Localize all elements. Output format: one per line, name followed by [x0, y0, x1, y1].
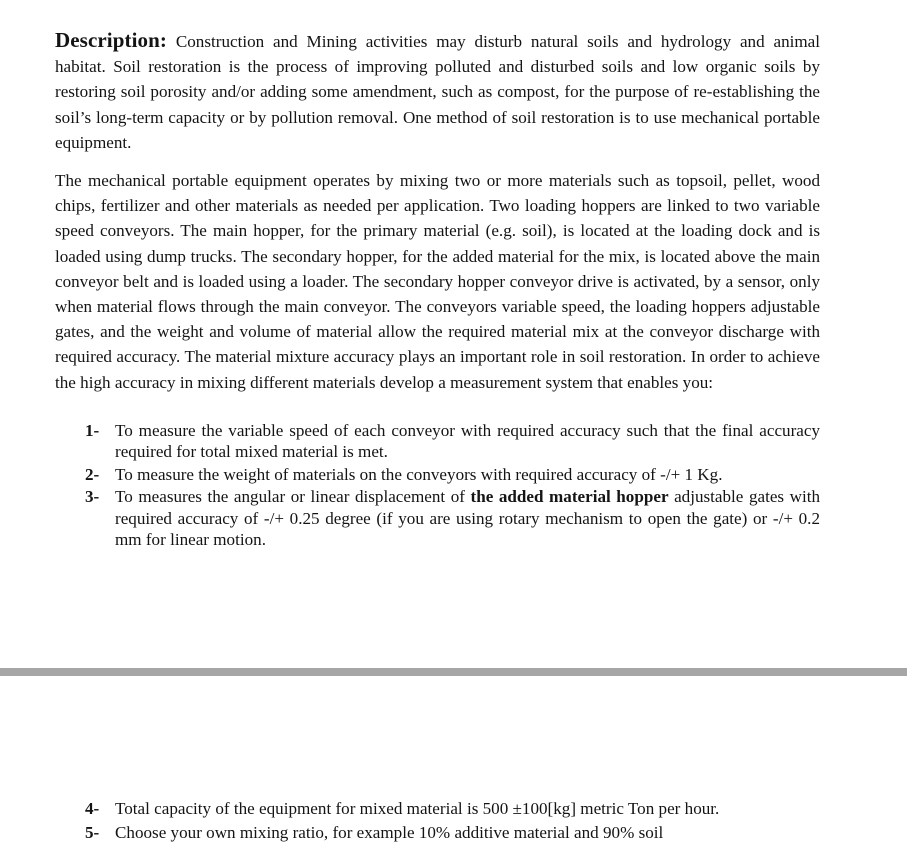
list-item-number: 5- [85, 823, 100, 842]
description-body-text: Construction and Mining activities may disturb natural soils and hydrology and animal habitat. Soil restoration is the process of improving polluted and disturbed soils and low organic soils by restoring soil porosity and/or adding some amendment, such as compost, for the purpose of re-establishing the soil’s long-term capacity or by pollution removal. One method of soil restoration is to use mechanical portable equipment. [55, 32, 820, 152]
list-item-number: 1- [85, 420, 100, 440]
list-item-text-prefix: To measures the angular or linear displacement of [115, 487, 471, 507]
list-item-text: Choose your own mixing ratio, for example 10% additive material and 90% soil [115, 823, 664, 842]
list-item-number: 3- [85, 487, 100, 507]
requirements-list-bottom [0, 797, 907, 845]
list-item-text: To measure the variable speed of each conveyor with required accuracy such that the final accuracy required for total mixed material is met. [115, 420, 820, 462]
list-item-text-suffix: adjustable gates with required accuracy of -/+ 0.25 degree (if you are using rotary mechanism to open the gate) or -/+ 0.2 mm for linear motion. [115, 487, 821, 550]
page-bottom-content [0, 797, 907, 845]
list-item-number: 2- [85, 464, 100, 484]
list-item [0, 797, 907, 821]
list-item [0, 821, 907, 845]
description-label: Description: [55, 28, 168, 52]
list-item-text: Total capacity of the equipment for mixed material is 500 ±100[kg] metric Ton per hour. [115, 799, 720, 818]
list-item-text: To measure the weight of materials on the conveyors with required accuracy of -/+ 1 Kg. [115, 464, 723, 484]
page-break-divider [0, 668, 907, 676]
list-item-emphasis: the added material hopper [470, 487, 669, 507]
list-item [0, 464, 907, 486]
list-item-number: 4- [85, 799, 100, 818]
requirements-list-top [0, 420, 907, 551]
equipment-paragraph: The mechanical portable equipment operates by mixing two or more materials such as topsoil, pellet, wood chips, fertilizer and other materials as needed per application. Two loading hoppers are linked to two variable speed conveyors. The main hopper, for the primary material (e.g. soil), is located at the loading dock and is loaded using dump trucks. The secondary hopper, for the added material for the mix, is located above the main conveyor belt and is loaded using a loader. The secondary hopper conveyor drive is activated, by a sensor, only when material flows through the main conveyor. The conveyors variable speed, the loading hoppers adjustable gates, and the weight and volume of material allow the required material mix at the conveyor discharge with required accuracy. The material mixture accuracy plays an important role in soil restoration. In order to achieve the high accuracy in mixing different materials develop a measurement system that enables you: [55, 171, 820, 392]
list-item [0, 486, 907, 551]
list-item [0, 420, 907, 463]
description-paragraph [0, 28, 907, 155]
list-item-text [115, 486, 820, 551]
